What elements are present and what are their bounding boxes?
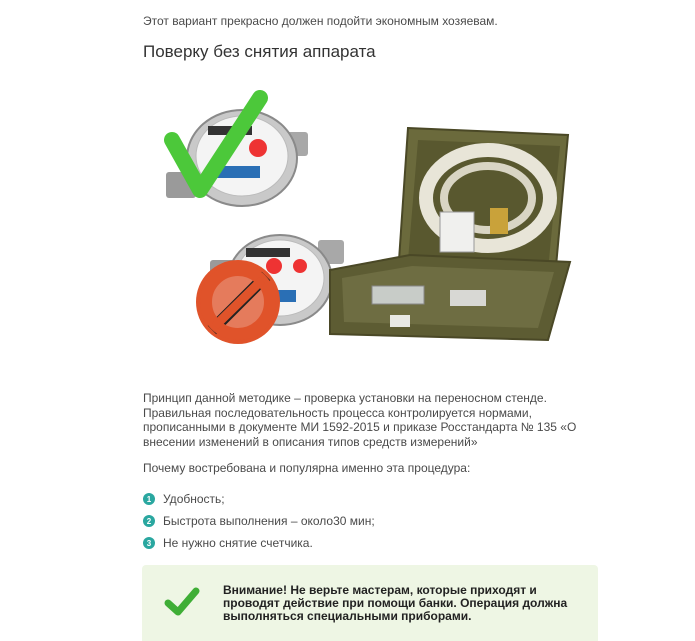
why-paragraph: Почему востребована и популярна именно эта процедура:	[143, 461, 471, 475]
list-item-text: Быстрота выполнения – около30 мин;	[163, 514, 375, 528]
notice-text: Внимание! Не верьте мастерам, которые приходят и проводят действие при помощи банки. Операция должна выполняться специальными приборами.	[223, 583, 568, 623]
prohibition-icon	[196, 260, 280, 344]
portable-test-stand	[330, 128, 570, 340]
number-badge: 2	[143, 515, 155, 527]
check-mark-icon	[164, 587, 200, 617]
intro-text: Этот вариант прекрасно должен подойти экономным хозяевам.	[143, 14, 498, 28]
number-badge: 1	[143, 493, 155, 505]
list-item	[143, 510, 375, 532]
illustration	[150, 90, 580, 360]
list-item	[143, 488, 375, 510]
benefits-list	[143, 488, 375, 554]
list-item	[143, 532, 375, 554]
warning-notice	[142, 565, 598, 641]
number-badge: 3	[143, 537, 155, 549]
illustration-svg	[150, 90, 580, 360]
section-heading: Поверку без снятия аппарата	[143, 42, 376, 61]
method-paragraph: Принцип данной методике – проверка установки на переносном стенде. Правильная последовательность процесса контролируется нормами, прописанными в документе МИ 1592-2015 и приказе Росстандарта № 135 «О внесении изменений в описания типов средств измерений»	[143, 391, 577, 449]
list-item-text: Не нужно снятие счетчика.	[163, 536, 313, 550]
list-item-text: Удобность;	[163, 492, 225, 506]
